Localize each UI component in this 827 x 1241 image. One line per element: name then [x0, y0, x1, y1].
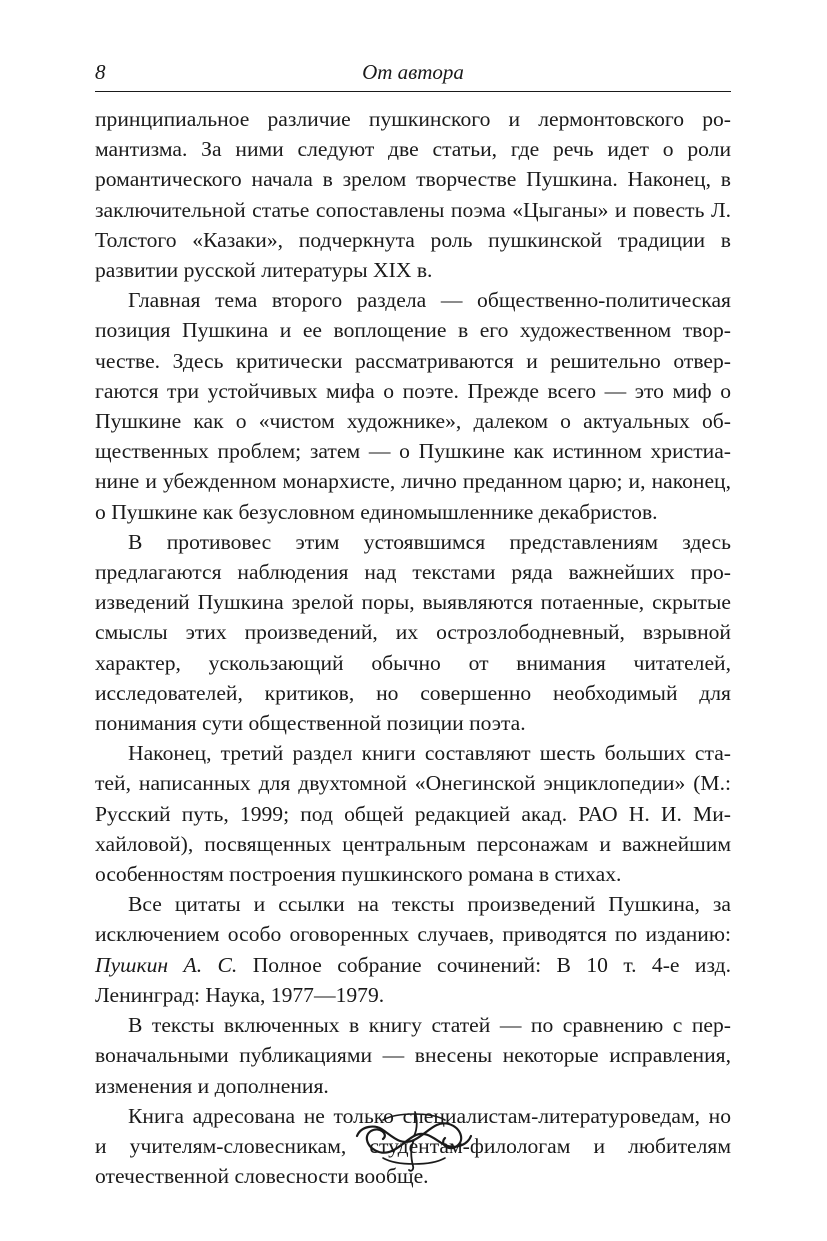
header-rule	[95, 91, 731, 92]
page-number: 8	[95, 60, 106, 84]
body-text	[95, 104, 731, 1191]
paragraph-audience: Книга адресована не только специалистам-литературоведам, но и учителям-словесникам, студентам-филологам и любителям отечественной словесности вообще.	[95, 1103, 731, 1189]
paragraph-continued: принципиальное различие пушкинского и лермонтовского романтизма. За ними следуют две статьи, где речь идет о роли романтического начала в зрелом творчестве Пушкина. Наконец, в заключительной статье сопоставлены поэма «Цыганы» и повесть Л. Толстого «Казаки», подчеркнута роль пушкинской традиции в развитии русской литературы XIX в.	[95, 107, 731, 283]
citations-text-before: Все цитаты и ссылки на тексты произведений Пушкина, за исключением особо оговоренных случаев, приводятся по изданию:	[95, 892, 731, 947]
paragraph-third-section: Наконец, третий раздел книги составляют шесть больших статей, написанных для двухтомной «Онегинской энциклопедии» (М.: Русский путь, 1999; под общей редакцией акад. РАО Н. И. Михайловой), посвященных центральным персонажам и важнейшим особенностям построения пушкинского романа в стихах.	[95, 741, 731, 887]
paragraph-counterpoint: В противовес этим устоявшимся представлениям здесь предлагаются наблюдения над текстами ряда важнейших произведений Пушкина зрелой поры, выявляются потаенные, скрытые смыслы этих произведений, их острозлободневный, взрывной характер, ускользающий обычно от внимания читателей, исследователей, критиков, но совершенно необходимый для понимания сути общественной позиции поэта.	[95, 529, 731, 736]
running-head	[95, 58, 731, 88]
section-title: От автора	[362, 60, 464, 84]
citations-text-after: Полное собрание сочинений: В 10 т. 4-е изд. Ленинград: Наука, 1977—1979.	[95, 952, 731, 1007]
flourish-ornament-icon	[353, 1106, 475, 1174]
paragraph-revisions: В тексты включенных в книгу статей — по сравнению с первоначальными публикациями — внесены некоторые исправления, изменения и дополнения.	[95, 1013, 731, 1098]
citations-author: Пушкин А. С.	[95, 952, 238, 977]
paragraph-second-section: Главная тема второго раздела — общественно-политическая позиция Пушкина и ее воплощение в его художественном творчестве. Здесь критически рассматриваются и решительно отвергаются три устойчивых мифа о поэте. Прежде всего — это миф о Пушкине как о «чистом художнике», далеком о актуальных общественных проблем; затем — о Пушкине как истинном христианине и убежденном монархисте, лично преданном царю; и, наконец, о Пушкине как безусловном единомышленнике декабристов.	[95, 288, 731, 524]
paragraph-citations	[95, 889, 731, 1010]
